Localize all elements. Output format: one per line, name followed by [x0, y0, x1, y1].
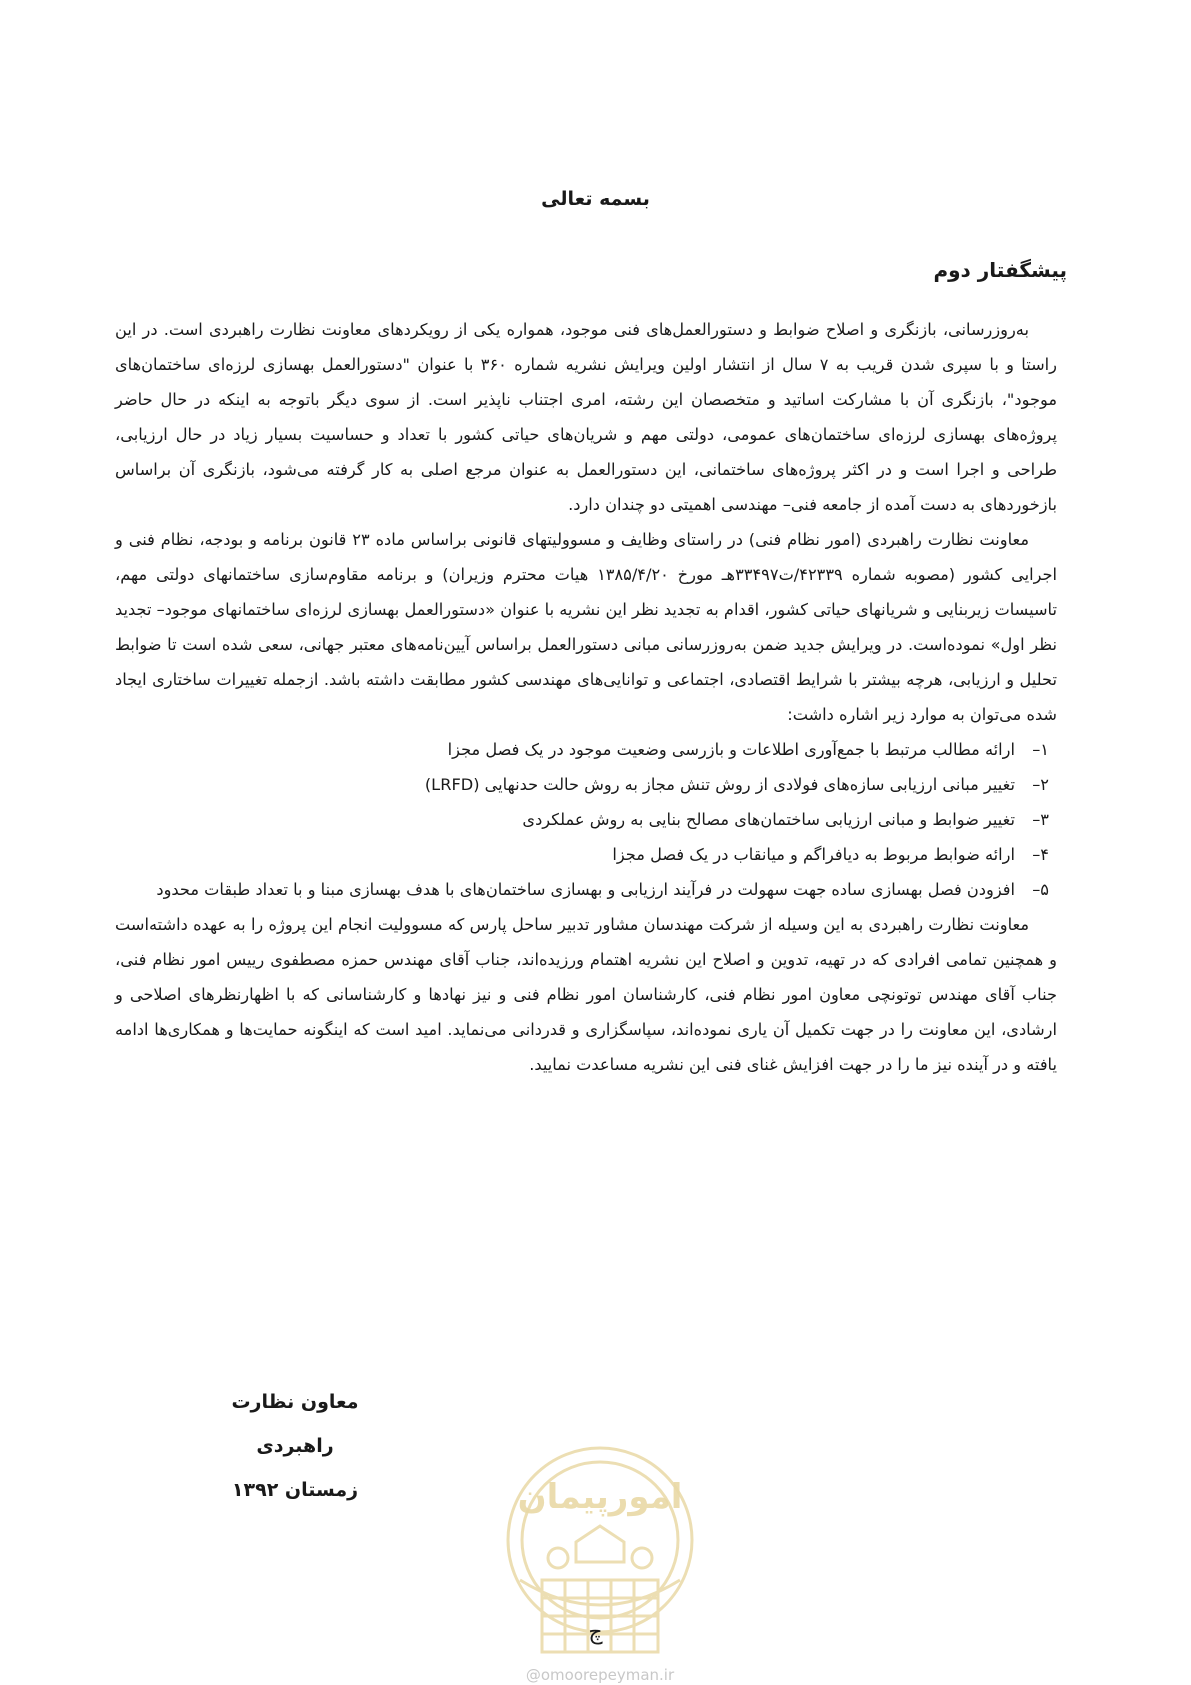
- document-body: [115, 312, 1057, 1082]
- list-item: [115, 802, 1057, 837]
- list-item: [115, 872, 1057, 907]
- watermark-logo-text: امورپیمان: [517, 1477, 683, 1517]
- list-item-text: افزودن فصل بهسازی ساده جهت سهولت در فرآیند ارزیابی و بهسازی ساختمان‌های با هدف بهسازی مبنا و با تعداد طبقات محدود: [156, 880, 1015, 899]
- page-title: پیشگفتار دوم: [933, 258, 1067, 282]
- basmala: بسمه تعالی: [541, 188, 650, 210]
- watermark-logo-icon: [480, 1430, 720, 1685]
- list-item-text: ارائه مطالب مرتبط با جمع‌آوری اطلاعات و بازرسی وضعیت موجود در یک فصل مجزا: [447, 740, 1015, 759]
- closing-paragraph: معاونت نظارت راهبردی به این وسیله از شرکت مهندسان مشاور تدبیر ساحل پارس که مسوولیت انجام این پروژه را به عهده داشته‌است و همچنین تمامی افرادی که در تهیه، تدوین و اصلاح این نشریه اهتمام ورزیده‌اند، جناب آقای مهندس حمزه مصطفوی رییس امور نظام فنی، جناب آقای مهندس توتونچی معاون امور نظام فنی، کارشناسان امور نظام فنی و نیز نهادها و کارشناسانی که با اظهارنظرهای اصلاحی و ارشادی، این معاونت را در جهت تکمیل آن یاری نموده‌اند، سپاسگزاری و قدردانی می‌نماید. امید است که اینگونه حمایت‌ها و همکاری‌ها ادامه یافته و در آینده نیز ما را در جهت افزایش غنای فنی این نشریه مساعدت نمایید.: [115, 915, 1057, 1074]
- signature-block: [195, 1380, 395, 1512]
- list-item: [115, 837, 1057, 872]
- list-item: [115, 767, 1057, 802]
- list-item-number: ۵–: [1032, 880, 1049, 899]
- changes-list: [115, 732, 1057, 907]
- paragraph-1: به‌روزرسانی، بازنگری و اصلاح ضوابط و دستورالعمل‌های فنی موجود، همواره یکی از رویکردهای معاونت نظارت راهبردی است. در این راستا و با سپری شدن قریب به ۷ سال از انتشار اولین ویرایش نشریه شماره ۳۶۰ با عنوان "دستورالعمل بهسازی لرزه‌ای ساختمان‌های موجود"، بازنگری آن با مشارکت اساتید و متخصصان این رشته، امری اجتناب ناپذیر است. از سوی دیگر باتوجه به اینکه در حال حاضر پروژه‌های بهسازی لرزه‌ای ساختمان‌های عمومی، دولتی مهم و شریان‌های حیاتی کشور با تعداد و حساسیت بسیار زیاد در حال ارزیابی، طراحی و اجرا است و در اکثر پروژه‌های ساختمانی، این دستورالعمل به عنوان مرجع اصلی به کار گرفته می‌شود، بازنگری آن براساس بازخوردهای به دست آمده از جامعه فنی– مهندسی اهمیتی دو چندان دارد.: [115, 320, 1058, 514]
- paragraph-2: معاونت نظارت راهبردی (امور نظام فنی) در راستای وظایف و مسوولیتهای قانونی براساس ماده ۲۳ قانون برنامه و بودجه، نظام فنی و اجرایی کشور (مصوبه شماره ۴۲۳۳۹/ت۳۳۴۹۷هـ مورخ ۱۳۸۵/۴/۲۰ هیات محترم وزیران) و برنامه مقاوم‌سازی ساختمانهای دولتی مهم، تاسیسات زیربنایی و شریانهای حیاتی کشور، اقدام به تجدید نظر این نشریه با عنوان «دستورالعمل بهسازی لرزه‌ای ساختمانهای موجود– تجدید نظر اول» نموده‌است. در ویرایش جدید ضمن به‌روزرسانی مبانی دستورالعمل براساس آیین‌نامه‌های معتبر جهانی، سعی شده است تا ضوابط تحلیل و ارزیابی، هرچه بیشتر با شرایط اقتصادی، اجتماعی و توانایی‌های مهندسی کشور مطابقت داشته باشد. ازجمله تغییرات ساختاری ایجاد شده می‌توان به موارد زیر اشاره داشت:: [115, 530, 1058, 724]
- page-number: چ: [588, 1620, 603, 1645]
- list-item-number: ۲–: [1032, 775, 1049, 794]
- list-item-text: ارائه ضوابط مربوط به دیافراگم و میانقاب در یک فصل مجزا: [612, 845, 1015, 864]
- list-item-text: تغییر ضوابط و مبانی ارزیابی ساختمان‌های مصالح بنایی به روش عملکردی: [522, 810, 1015, 829]
- watermark-site: @omoorepeyman.ir: [525, 1666, 675, 1684]
- list-item: [115, 732, 1057, 767]
- signature-title: معاون نظارت راهبردی: [231, 1391, 359, 1457]
- signature-date: زمستان ۱۳۹۲: [231, 1479, 359, 1501]
- list-item-number: ۴–: [1032, 845, 1049, 864]
- list-item-text: تغییر مبانی ارزیابی سازه‌های فولادی از روش تنش مجاز به روش حالت حدنهایی (LRFD): [424, 775, 1015, 794]
- list-item-number: ۱–: [1032, 740, 1049, 759]
- list-item-number: ۳–: [1032, 810, 1049, 829]
